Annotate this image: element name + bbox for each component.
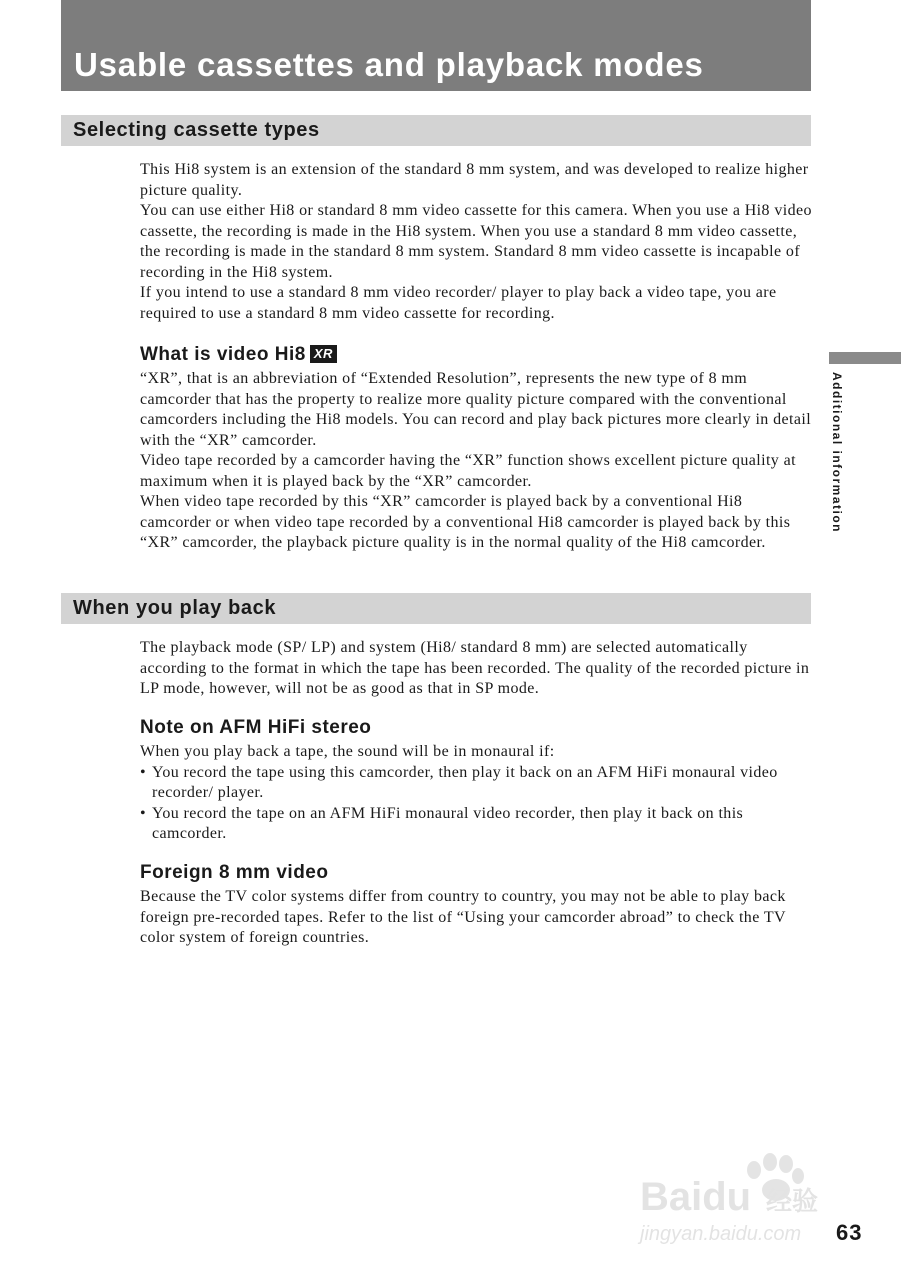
- section-selecting-body: [140, 160, 812, 324]
- paragraph: Because the TV color systems differ from country to country, you may not be able to play back foreign pre-recorded tapes. Refer to the list of “Using your camcorder abroad” to check the TV color system of foreign countries.: [140, 888, 786, 946]
- list-item: [140, 804, 812, 845]
- paragraph: When video tape recorded by this “XR” camcorder is played back by a conventional Hi8 camcorder or when video tape recorded by a conventional Hi8 camcorder is played back by this “XR” camcorder, the playback picture quality is in the normal quality of the Hi8 camcorder.: [140, 493, 791, 551]
- section-header-selecting: [61, 115, 811, 146]
- foreign-video-body: [140, 887, 812, 949]
- paragraph: This Hi8 system is an extension of the standard 8 mm system, and was developed to realize higher picture quality.: [140, 161, 809, 199]
- list-item: [140, 763, 812, 804]
- paragraph: If you intend to use a standard 8 mm video recorder/ player to play back a video tape, you are required to use a standard 8 mm video cassette for recording.: [140, 284, 777, 322]
- section-header-play-back: [61, 593, 811, 624]
- paragraph: When you play back a tape, the sound will be in monaural if:: [140, 743, 555, 760]
- paragraph: “XR”, that is an abbreviation of “Extended Resolution”, represents the new type of 8 mm camcorder that has the property to realize more quality picture compared with the conventional camcorders including the Hi8 models. You can record and play back pictures more clearly in detail with the “XR” camcorder.: [140, 370, 812, 449]
- note-afm-body: [140, 742, 812, 845]
- bullet-symbol: •: [140, 804, 147, 822]
- title-bar: [61, 0, 811, 91]
- section-heading: Selecting cassette types: [73, 119, 320, 141]
- page-title: Usable cassettes and playback modes: [74, 46, 704, 83]
- watermark-brand: Baidu: [640, 1175, 752, 1219]
- side-tab-label: Additional information: [830, 372, 844, 533]
- section-play-back-body: [140, 638, 812, 700]
- subheading-what-is-hi8: [140, 344, 337, 366]
- section-xr-body: [140, 369, 812, 554]
- watermark-logo: [636, 1140, 836, 1250]
- side-tab-marker: [829, 352, 901, 364]
- subheading-afm-hifi: Note on AFM HiFi stereo: [140, 717, 372, 738]
- section-heading: When you play back: [73, 597, 277, 619]
- page-number: 63: [836, 1220, 863, 1245]
- paragraph: Video tape recorded by a camcorder having the “XR” function shows excellent picture quality at maximum when it is played back by the “XR” camcorder.: [140, 452, 796, 490]
- paragraph: You can use either Hi8 or standard 8 mm video cassette for this camera. When you use a Hi8 video cassette, the recording is made in the Hi8 system. When you use a standard 8 mm video cassette, the recording is made in the standard 8 mm system. Standard 8 mm video cassette is incapable of recording in the Hi8 system.: [140, 202, 812, 281]
- subheading-text: What is video Hi8: [140, 344, 306, 365]
- subheading-foreign-video: Foreign 8 mm video: [140, 862, 329, 883]
- xr-badge: XR: [310, 345, 337, 363]
- bullet-symbol: •: [140, 763, 147, 781]
- paragraph: The playback mode (SP/ LP) and system (Hi8/ standard 8 mm) are selected automatically according to the format in which the tape has been recorded. The quality of the recorded picture in LP mode, however, will not be as good as that in SP mode.: [140, 639, 810, 697]
- watermark-url: jingyan.baidu.com: [640, 1223, 802, 1245]
- list-item-text: You record the tape on an AFM HiFi monaural video recorder, then play it back on this camcorder.: [152, 804, 744, 842]
- watermark-brand-suffix: 经验: [766, 1187, 819, 1217]
- list-item-text: You record the tape using this camcorder, then play it back on an AFM HiFi monaural video recorder/ player.: [152, 763, 778, 801]
